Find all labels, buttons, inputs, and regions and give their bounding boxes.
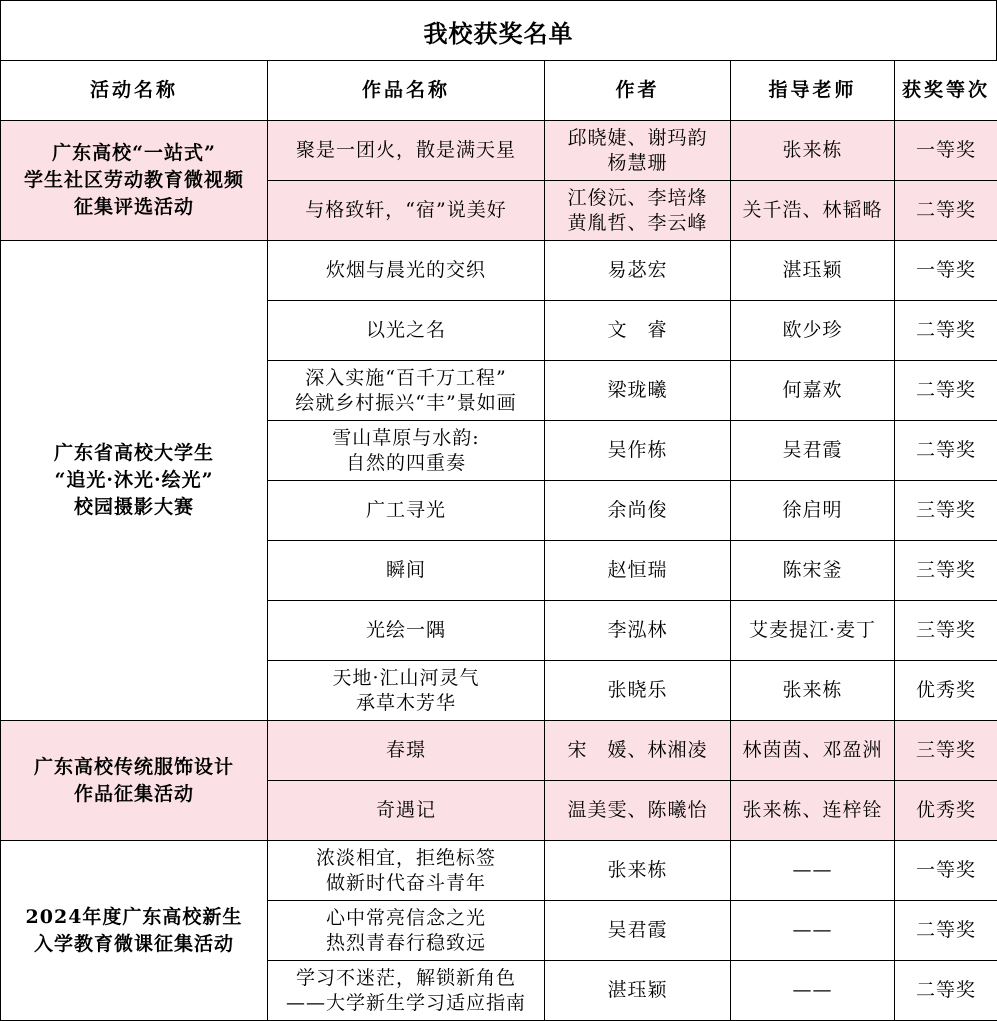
work-title-cell: 天地·汇山河灵气 承草木芳华 <box>268 661 545 721</box>
work-title-cell: 聚是一团火，散是满天星 <box>268 121 545 181</box>
author-cell: 梁珑曦 <box>545 361 731 421</box>
header-award: 获奖等次 <box>895 61 997 121</box>
author-cell: 文 睿 <box>545 301 731 361</box>
work-title-cell: 瞬间 <box>268 541 545 601</box>
advisor-cell: 吴君霞 <box>731 421 895 481</box>
activity-name-cell: 2024年度广东高校新生 入学教育微课征集活动 <box>1 841 268 1021</box>
award-level-cell: 三等奖 <box>895 481 997 541</box>
award-level-cell: 二等奖 <box>895 361 997 421</box>
award-level-cell: 二等奖 <box>895 301 997 361</box>
author-cell: 易苾宏 <box>545 241 731 301</box>
advisor-cell: —— <box>731 961 895 1021</box>
author-cell: 湛珏颖 <box>545 961 731 1021</box>
author-cell: 邱晓婕、谢玛韵 杨慧珊 <box>545 121 731 181</box>
award-level-cell: 一等奖 <box>895 241 997 301</box>
author-cell: 余尚俊 <box>545 481 731 541</box>
advisor-cell: 何嘉欢 <box>731 361 895 421</box>
advisor-cell: 关千浩、林韬略 <box>731 181 895 241</box>
award-level-cell: 二等奖 <box>895 181 997 241</box>
work-title-cell: 广工寻光 <box>268 481 545 541</box>
activity-name-cell: 广东高校传统服饰设计 作品征集活动 <box>1 721 268 841</box>
work-title-cell: 光绘一隅 <box>268 601 545 661</box>
table-row <box>1 721 997 781</box>
award-level-cell: 一等奖 <box>895 121 997 181</box>
work-title-cell: 炊烟与晨光的交织 <box>268 241 545 301</box>
advisor-cell: 张来栋、连梓铨 <box>731 781 895 841</box>
page-title: 我校获奖名单 <box>0 0 997 61</box>
work-title-cell: 浓淡相宜，拒绝标签 做新时代奋斗青年 <box>268 841 545 901</box>
award-level-cell: 二等奖 <box>895 421 997 481</box>
advisor-cell: 林茵茵、邓盈洲 <box>731 721 895 781</box>
award-level-cell: 三等奖 <box>895 721 997 781</box>
advisor-cell: —— <box>731 901 895 961</box>
activity-name-cell: 广东省高校大学生 “追光·沐光·绘光” 校园摄影大赛 <box>1 241 268 721</box>
award-table <box>0 60 997 1021</box>
header-advisor: 指导老师 <box>731 61 895 121</box>
table-body <box>1 121 997 1021</box>
author-cell: 温美雯、陈曦怡 <box>545 781 731 841</box>
author-cell: 吴君霞 <box>545 901 731 961</box>
author-cell: 李泓林 <box>545 601 731 661</box>
work-title-cell: 学习不迷茫，解锁新角色 ——大学新生学习适应指南 <box>268 961 545 1021</box>
award-level-cell: 一等奖 <box>895 841 997 901</box>
author-cell: 江俊沅、李培烽 黄胤哲、李云峰 <box>545 181 731 241</box>
advisor-cell: 欧少珍 <box>731 301 895 361</box>
table-row <box>1 841 997 901</box>
author-cell: 赵恒瑞 <box>545 541 731 601</box>
author-cell: 张来栋 <box>545 841 731 901</box>
award-level-cell: 二等奖 <box>895 901 997 961</box>
work-title-cell: 以光之名 <box>268 301 545 361</box>
advisor-cell: 陈宋釜 <box>731 541 895 601</box>
work-title-cell: 雪山草原与水韵: 自然的四重奏 <box>268 421 545 481</box>
advisor-cell: 张来栋 <box>731 661 895 721</box>
header-activity: 活动名称 <box>1 61 268 121</box>
award-level-cell: 优秀奖 <box>895 781 997 841</box>
work-title-cell: 心中常亮信念之光 热烈青春行稳致远 <box>268 901 545 961</box>
table-row <box>1 121 997 181</box>
advisor-cell: 艾麦提江·麦丁 <box>731 601 895 661</box>
award-level-cell: 三等奖 <box>895 541 997 601</box>
advisor-cell: —— <box>731 841 895 901</box>
author-cell: 宋 媛、林湘凌 <box>545 721 731 781</box>
work-title-cell: 奇遇记 <box>268 781 545 841</box>
work-title-cell: 与格致轩，“宿”说美好 <box>268 181 545 241</box>
header-author: 作者 <box>545 61 731 121</box>
author-cell: 吴作栋 <box>545 421 731 481</box>
work-title-cell: 春璟 <box>268 721 545 781</box>
award-level-cell: 优秀奖 <box>895 661 997 721</box>
advisor-cell: 徐启明 <box>731 481 895 541</box>
header-work: 作品名称 <box>268 61 545 121</box>
award-level-cell: 二等奖 <box>895 961 997 1021</box>
award-level-cell: 三等奖 <box>895 601 997 661</box>
advisor-cell: 湛珏颖 <box>731 241 895 301</box>
author-cell: 张晓乐 <box>545 661 731 721</box>
table-header-row <box>1 61 997 121</box>
advisor-cell: 张来栋 <box>731 121 895 181</box>
activity-name-cell: 广东高校“一站式” 学生社区劳动教育微视频 征集评选活动 <box>1 121 268 241</box>
work-title-cell: 深入实施“百千万工程” 绘就乡村振兴“丰”景如画 <box>268 361 545 421</box>
table-row <box>1 241 997 301</box>
